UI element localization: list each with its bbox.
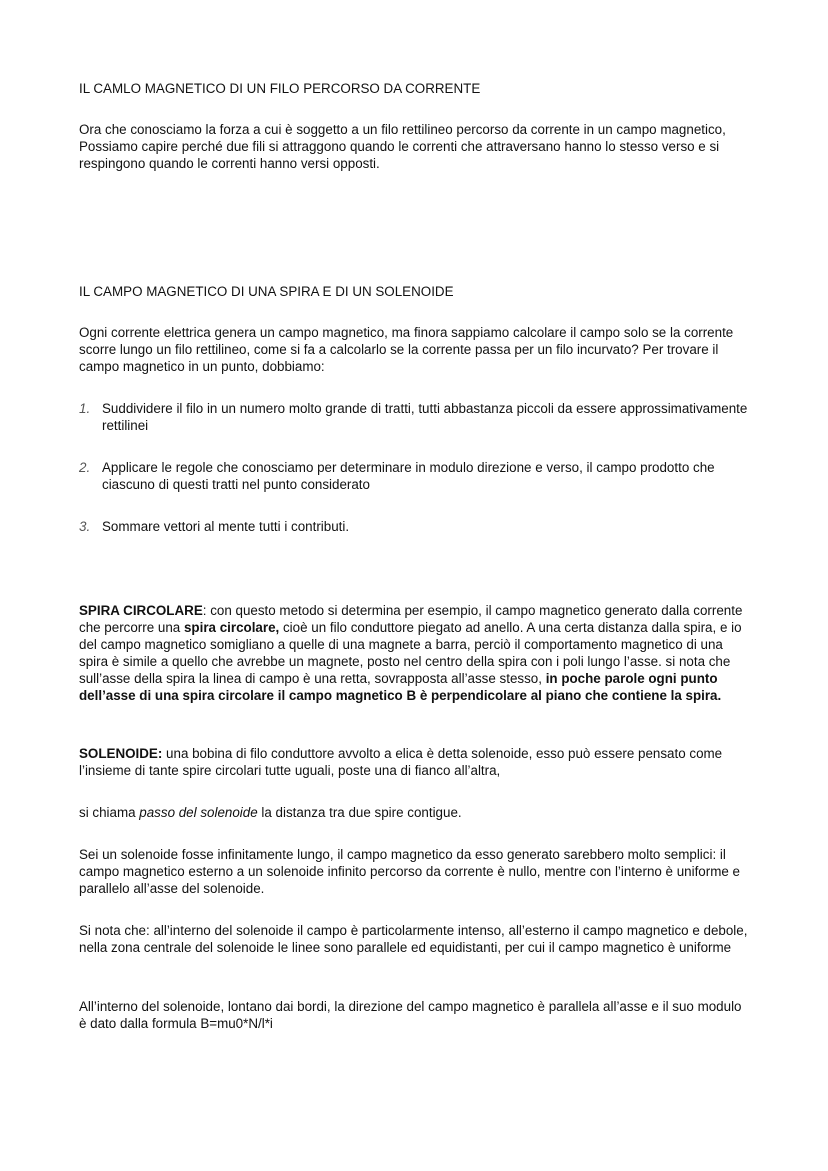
list-item	[79, 459, 751, 493]
list-text: Applicare le regole che conosciamo per determinare in modulo direzione e verso, il campo prodotto che ciascuno di questi tratti nel punto considerato	[102, 460, 715, 492]
list-number: 3.	[79, 519, 91, 534]
spira-paragraph	[79, 602, 751, 704]
section-1-heading: IL CAMLO MAGNETICO DI UN FILO PERCORSO DA CORRENTE	[79, 81, 481, 96]
list-item	[79, 400, 751, 434]
passo-term: passo del solenoide	[139, 805, 258, 820]
solenoide-paragraph	[79, 745, 751, 779]
solenoide-term: SOLENOIDE:	[79, 746, 163, 761]
spira-text-a: : con questo metodo si determina per esempio, il campo magnetico generato dalla corrente che percorre una	[79, 603, 743, 635]
list-number: 2.	[79, 460, 91, 475]
spira-text-c: cioè un filo conduttore piegato ad anello. A una certa distanza dalla spira, e io del campo magnetico somigliano a quelle di una magnete a barra, perciò il comportamento magnetico di una spira è simile a quello che avrebbe un magnete, posto nel centro della spira con i poli lungo l’asse. si nota che sull’asse della spira la linea di campo è una retta, sovrapposta all’asse stesso,	[79, 620, 742, 686]
section-2-intro: Ogni corrente elettrica genera un campo magnetico, ma finora sappiamo calcolare il campo solo se la corrente scorre lungo un filo rettilineo, come si fa a calcolarlo se la corrente passa per un filo incurvato? Per trovare il campo magnetico in un punto, dobbiamo:	[79, 325, 734, 374]
spira-bold-b: spira circolare,	[183, 620, 280, 635]
solenoid-note-paragraph: Si nota che: all’interno del solenoide il campo è particolarmente intenso, all’esterno il campo magnetico e debole, nella zona centrale del solenoide le linee sono parallele ed equidistanti, per cui il campo magnetico è uniforme	[79, 923, 748, 955]
spira-bold-conclusion: in poche parole ogni punto dell’asse di una spira circolare il campo magnetico B è perpendicolare al piano che contiene la spira.	[79, 671, 722, 703]
list-item	[79, 518, 751, 535]
infinite-solenoid-paragraph: Sei un solenoide fosse infinitamente lungo, il campo magnetico da esso generato sarebbero molto semplici: il campo magnetico esterno a un solenoide infinito percorso da corrente è nullo, mentre con l’interno è uniforme e parallelo all’asse del solenoide.	[79, 847, 740, 896]
section-1-paragraph: Ora che conosciamo la forza a cui è soggetto a un filo rettilineo percorso da corrente in un campo magnetico, Possiamo capire perché due fili si attraggono quando le correnti che attraversano hanno lo stesso verso e si respingono quando le correnti hanno versi opposti.	[79, 122, 726, 171]
list-text: Suddividere il filo in un numero molto grande di tratti, tutti abbastanza piccoli da essere approssimativamente rettilinei	[102, 401, 748, 433]
solenoid-formula-paragraph: All’interno del solenoide, lontano dai bordi, la direzione del campo magnetico è parallela all’asse e il suo modulo è dato dalla formula B=mu0*N/l*i	[79, 999, 742, 1031]
section-2-heading: IL CAMPO MAGNETICO DI UNA SPIRA E DI UN SOLENOIDE	[79, 284, 454, 299]
list-text: Sommare vettori al mente tutti i contributi.	[102, 519, 350, 534]
spira-term: SPIRA CIRCOLARE	[79, 603, 203, 618]
passo-paragraph	[79, 804, 751, 821]
passo-text-a: si chiama	[79, 805, 140, 820]
passo-text-b: la distanza tra due spire contigue.	[257, 805, 462, 820]
solenoide-text: una bobina di filo conduttore avvolto a elica è detta solenoide, esso può essere pensato come l’insieme di tante spire circolari tutte uguali, poste una di fianco all’altra,	[79, 746, 723, 778]
list-number: 1.	[79, 401, 91, 416]
